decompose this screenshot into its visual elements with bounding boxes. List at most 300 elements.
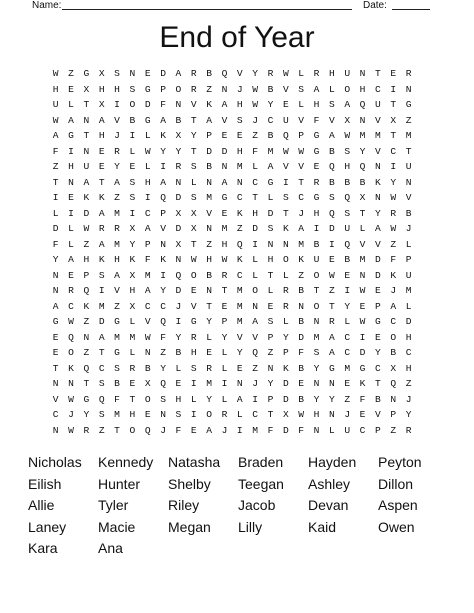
grid-letter: Q [359, 161, 366, 172]
grid-letter: D [175, 223, 182, 234]
grid-letter: M [252, 424, 259, 436]
grid-letter: T [83, 130, 90, 141]
grid-letter: Y [83, 409, 90, 420]
grid-letter: L [405, 300, 412, 312]
grid-letter: G [313, 145, 320, 157]
grid-letter: M [206, 378, 212, 389]
grid-letter: G [313, 192, 320, 203]
grid-letter: E [144, 68, 151, 79]
grid-letter: M [114, 207, 120, 219]
grid-letter: V [328, 114, 335, 126]
grid-letter: H [359, 83, 366, 95]
grid-letter: V [114, 114, 120, 126]
word-bank-item: Ana [98, 540, 123, 556]
grid-letter: G [405, 99, 412, 110]
grid-letter: R [98, 223, 105, 234]
grid-letter: T [190, 145, 197, 157]
grid-letter: B [298, 285, 305, 296]
grid-letter: H [236, 99, 243, 110]
grid-letter: N [160, 409, 166, 420]
grid-letter: E [344, 378, 351, 389]
grid-letter: K [390, 269, 397, 281]
grid-letter: H [129, 409, 136, 420]
grid-letter: K [298, 254, 305, 265]
grid-letter: C [359, 424, 366, 436]
grid-row [48, 82, 416, 98]
grid-letter: Z [405, 378, 412, 389]
grid-letter: P [267, 331, 274, 343]
grid-letter: R [206, 362, 212, 374]
grid-letter: M [221, 223, 228, 234]
word-bank-item: Aspen [378, 497, 418, 513]
grid-letter: A [236, 393, 243, 405]
grid-letter: D [221, 145, 228, 157]
grid-letter: P [221, 316, 228, 327]
grid-letter: P [375, 300, 381, 312]
grid-letter: M [236, 285, 243, 296]
grid-letter: N [83, 145, 90, 157]
grid-letter: F [160, 331, 166, 343]
grid-letter: I [282, 176, 289, 188]
grid-letter: B [175, 347, 182, 358]
grid-letter: E [221, 207, 228, 219]
grid-letter: S [328, 99, 335, 110]
grid-letter: R [313, 68, 320, 79]
grid-letter: N [405, 83, 412, 95]
grid-letter: L [221, 393, 228, 405]
grid-letter: Q [83, 285, 90, 296]
grid-letter: L [190, 176, 197, 188]
grid-letter: K [83, 300, 90, 312]
grid-letter: G [328, 362, 335, 374]
grid-letter: L [298, 99, 305, 110]
grid-letter: K [160, 254, 166, 265]
word-bank-item: Braden [238, 454, 284, 470]
grid-letter: E [98, 161, 105, 172]
grid-letter: X [175, 130, 182, 141]
grid-letter: I [252, 238, 259, 250]
grid-letter: N [160, 238, 166, 250]
grid-letter: B [328, 176, 335, 188]
grid-letter: L [344, 316, 351, 327]
grid-letter: W [282, 145, 289, 157]
grid-letter: I [68, 207, 74, 219]
grid-letter: A [206, 114, 212, 126]
grid-letter: R [282, 285, 289, 296]
grid-letter: V [144, 316, 151, 327]
grid-letter: O [344, 83, 351, 95]
grid-letter: N [375, 161, 381, 172]
grid-letter: Z [328, 285, 335, 296]
grid-letter: I [236, 424, 243, 436]
grid-letter: C [252, 176, 259, 188]
grid-letter: S [298, 83, 305, 95]
grid-letter: T [390, 99, 397, 110]
grid-letter: M [236, 300, 243, 312]
grid-letter: L [252, 269, 259, 281]
grid-letter: A [98, 114, 105, 126]
grid-letter: O [390, 331, 397, 343]
grid-letter: P [298, 130, 305, 141]
word-bank-item: Riley [168, 497, 200, 513]
grid-letter: E [144, 409, 151, 420]
grid-letter: A [221, 99, 228, 110]
grid-letter: Y [114, 161, 120, 172]
grid-letter: L [252, 161, 259, 172]
grid-letter: L [267, 285, 274, 296]
grid-letter: N [313, 378, 320, 389]
word-bank-item: Lilly [238, 518, 263, 535]
word-bank-item: Devan [308, 497, 349, 513]
grid-letter: V [206, 207, 212, 219]
grid-letter: W [52, 68, 59, 79]
grid-letter: T [267, 269, 274, 281]
grid-letter: A [160, 176, 166, 188]
word-bank-item: Kaid [308, 518, 337, 535]
grid-letter: N [359, 114, 366, 126]
grid-letter: C [52, 409, 59, 420]
grid-letter: E [359, 409, 366, 420]
grid-letter: L [252, 254, 259, 265]
grid-letter: D [175, 285, 182, 296]
grid-letter: R [190, 331, 197, 343]
grid-letter: G [313, 130, 320, 141]
grid-letter: A [160, 114, 166, 126]
grid-letter: E [129, 378, 136, 389]
grid-letter: N [52, 285, 59, 296]
grid-letter: B [206, 269, 212, 281]
grid-letter: Q [98, 393, 105, 405]
grid-letter: U [344, 223, 351, 234]
grid-letter: N [68, 378, 74, 389]
grid-letter: P [405, 254, 412, 265]
page-title: End of Year [159, 21, 315, 54]
grid-letter: T [98, 347, 105, 358]
grid-letter: L [175, 362, 182, 374]
grid-letter: Q [144, 424, 151, 436]
grid-letter: A [375, 223, 381, 234]
grid-letter: I [344, 285, 351, 296]
grid-letter: S [267, 316, 274, 327]
grid-letter: X [359, 192, 366, 203]
grid-letter: N [68, 176, 74, 188]
grid-letter: X [83, 83, 90, 95]
grid-letter: M [405, 285, 412, 296]
grid-letter: F [390, 254, 397, 265]
grid-letter: E [68, 269, 74, 281]
grid-letter: W [344, 130, 351, 141]
grid-letter: I [129, 207, 136, 219]
grid-letter: U [52, 99, 59, 110]
grid-letter: I [160, 269, 166, 281]
grid-row [48, 407, 416, 423]
grid-letter: E [68, 83, 74, 95]
grid-row [48, 345, 416, 361]
grid-letter: C [236, 269, 243, 281]
grid-letter: N [328, 409, 335, 420]
grid-letter: Q [236, 238, 243, 250]
grid-letter: R [313, 176, 320, 188]
grid-letter: A [390, 300, 397, 312]
grid-letter: G [68, 130, 74, 141]
grid-letter: G [83, 393, 90, 405]
grid-letter: Q [175, 269, 182, 281]
grid-letter: S [98, 409, 105, 420]
grid-letter: I [114, 99, 120, 110]
grid-letter: B [129, 114, 136, 126]
word-bank-item: Natasha [168, 454, 221, 470]
grid-letter: T [206, 300, 212, 312]
word-bank-item: Hayden [308, 454, 357, 470]
grid-letter: G [359, 362, 366, 374]
grid-row [48, 190, 416, 206]
grid-letter: M [114, 331, 120, 343]
grid-letter: W [359, 316, 366, 327]
grid-letter: N [206, 223, 212, 234]
grid-letter: A [298, 223, 305, 234]
grid-letter: Z [252, 362, 259, 374]
grid-letter: D [267, 207, 274, 219]
grid-letter: S [114, 68, 120, 79]
grid-letter: H [190, 347, 197, 358]
grid-letter: S [313, 347, 320, 358]
grid-letter: E [313, 161, 320, 172]
grid-letter: Q [344, 238, 351, 250]
grid-letter: Z [344, 393, 351, 405]
grid-letter: B [114, 378, 120, 389]
grid-letter: J [160, 424, 166, 436]
grid-letter: D [144, 99, 151, 110]
grid-letter: H [236, 145, 243, 157]
grid-letter: N [83, 331, 90, 343]
grid-letter: W [282, 68, 289, 79]
grid-letter: N [52, 269, 59, 281]
grid-letter: H [267, 254, 274, 265]
grid-letter: M [375, 130, 381, 141]
grid-letter: L [129, 145, 136, 157]
grid-letter: H [144, 176, 151, 188]
grid-letter: R [68, 285, 74, 296]
grid-letter: Q [68, 331, 74, 343]
grid-letter: C [144, 300, 151, 312]
grid-letter: Z [52, 161, 59, 172]
grid-letter: V [375, 114, 381, 126]
grid-row [48, 376, 416, 392]
grid-letter: D [359, 347, 366, 358]
grid-letter: G [190, 316, 197, 327]
grid-letter: V [359, 238, 366, 250]
grid-letter: T [313, 285, 320, 296]
grid-letter: H [405, 331, 412, 343]
grid-letter: M [344, 362, 351, 374]
grid-letter: F [175, 424, 182, 436]
grid-letter: Z [236, 223, 243, 234]
grid-letter: E [236, 130, 243, 141]
grid-letter: N [175, 254, 182, 265]
grid-letter: V [375, 238, 381, 250]
grid-letter: N [221, 83, 228, 95]
grid-letter: N [236, 378, 243, 389]
grid-letter: F [298, 424, 305, 436]
grid-letter: R [190, 83, 197, 95]
grid-letter: Q [344, 192, 351, 203]
grid-letter: W [252, 99, 259, 110]
grid-letter: N [375, 192, 381, 203]
grid-letter: W [221, 254, 228, 265]
grid-letter: N [236, 176, 243, 188]
grid-letter: P [83, 269, 90, 281]
grid-letter: N [83, 114, 90, 126]
grid-letter: D [282, 424, 289, 436]
grid-letter: B [298, 362, 305, 374]
grid-letter: C [267, 114, 274, 126]
grid-letter: O [282, 254, 289, 265]
grid-letter: P [267, 393, 274, 405]
grid-letter: N [267, 238, 274, 250]
grid-letter: T [375, 378, 381, 389]
grid-letter: S [129, 176, 136, 188]
grid-letter: U [313, 254, 320, 265]
grid-letter: S [282, 192, 289, 203]
grid-letter: C [98, 362, 105, 374]
grid-letter: V [252, 331, 259, 343]
grid-letter: S [267, 223, 274, 234]
grid-letter: Q [83, 362, 90, 374]
grid-letter: L [282, 316, 289, 327]
grid-letter: R [221, 409, 228, 420]
grid-letter: R [190, 68, 197, 79]
grid-letter: Y [328, 393, 335, 405]
grid-letter: K [83, 192, 90, 203]
grid-letter: N [282, 238, 289, 250]
grid-letter: Y [313, 393, 320, 405]
grid-letter: E [68, 192, 74, 203]
grid-letter: S [190, 161, 197, 172]
grid-letter: B [359, 176, 366, 188]
grid-letter: L [267, 192, 274, 203]
grid-letter: B [144, 362, 151, 374]
letter-grid [48, 66, 416, 438]
grid-letter: U [405, 161, 412, 172]
grid-letter: H [313, 99, 320, 110]
grid-letter: L [359, 223, 366, 234]
grid-letter: I [144, 192, 151, 203]
grid-letter: R [405, 68, 412, 79]
grid-letter: Q [359, 99, 366, 110]
grid-letter: V [298, 114, 305, 126]
grid-letter: L [236, 409, 243, 420]
grid-letter: Y [313, 362, 320, 374]
grid-letter: S [344, 207, 351, 219]
grid-letter: Q [160, 378, 166, 389]
grid-letter: N [175, 99, 182, 110]
grid-letter: E [344, 269, 351, 281]
grid-letter: K [375, 176, 381, 188]
grid-letter: U [405, 269, 412, 281]
grid-letter: Y [267, 378, 274, 389]
grid-letter: R [129, 362, 136, 374]
grid-letter: W [359, 285, 366, 296]
grid-letter: K [129, 254, 136, 265]
word-bank-item: Hunter [98, 475, 141, 492]
grid-letter: A [344, 99, 351, 110]
grid-letter: F [359, 393, 366, 405]
grid-letter: J [175, 300, 182, 312]
grid-letter: E [129, 161, 136, 172]
grid-letter: D [282, 393, 289, 405]
grid-letter: T [405, 145, 412, 157]
grid-letter: T [328, 300, 335, 312]
grid-letter: V [298, 161, 305, 172]
grid-letter: G [144, 83, 151, 95]
grid-letter: J [252, 378, 259, 389]
grid-letter: K [68, 362, 74, 374]
grid-letter: Z [160, 347, 166, 358]
grid-letter: F [52, 238, 59, 250]
grid-letter: E [206, 347, 212, 358]
grid-letter: L [206, 331, 212, 343]
grid-letter: T [390, 130, 397, 141]
grid-letter: X [144, 378, 151, 389]
date-blank-line [392, 9, 430, 10]
grid-row [48, 97, 416, 113]
grid-letter: W [328, 269, 335, 281]
grid-letter: Y [344, 300, 351, 312]
grid-letter: Q [328, 161, 335, 172]
grid-letter: L [221, 347, 228, 358]
grid-letter: L [328, 424, 335, 436]
grid-letter: T [83, 378, 90, 389]
grid-row [48, 361, 416, 377]
grid-letter: F [313, 114, 320, 126]
grid-row [48, 113, 416, 129]
grid-letter: N [405, 176, 412, 188]
grid-letter: W [144, 331, 151, 343]
grid-letter: X [282, 409, 289, 420]
grid-letter: T [83, 99, 90, 110]
word-bank-item: Peyton [378, 454, 422, 470]
grid-letter: Y [221, 331, 228, 343]
grid-letter: M [359, 130, 366, 141]
grid-letter: J [405, 223, 412, 234]
grid-letter: I [160, 161, 166, 172]
grid-letter: X [98, 68, 105, 79]
grid-letter: D [160, 68, 166, 79]
grid-letter: H [175, 393, 182, 405]
grid-letter: Z [267, 347, 274, 358]
grid-letter: F [114, 393, 120, 405]
grid-letter: N [129, 68, 136, 79]
grid-letter: A [206, 424, 212, 436]
grid-letter: L [129, 316, 136, 327]
word-bank-item: Eilish [28, 475, 62, 492]
grid-letter: F [252, 145, 259, 157]
grid-letter: Z [390, 424, 397, 436]
grid-letter: F [160, 99, 166, 110]
grid-letter: G [83, 68, 90, 79]
grid-row [48, 175, 416, 191]
grid-letter: O [190, 269, 197, 281]
grid-letter: B [375, 393, 381, 405]
grid-letter: B [267, 83, 274, 95]
grid-letter: Z [206, 83, 212, 95]
grid-letter: R [390, 207, 397, 219]
grid-letter: U [375, 99, 381, 110]
grid-letter: N [328, 378, 335, 389]
grid-letter: K [206, 99, 212, 110]
grid-letter: X [175, 238, 182, 250]
grid-letter: X [129, 300, 136, 312]
